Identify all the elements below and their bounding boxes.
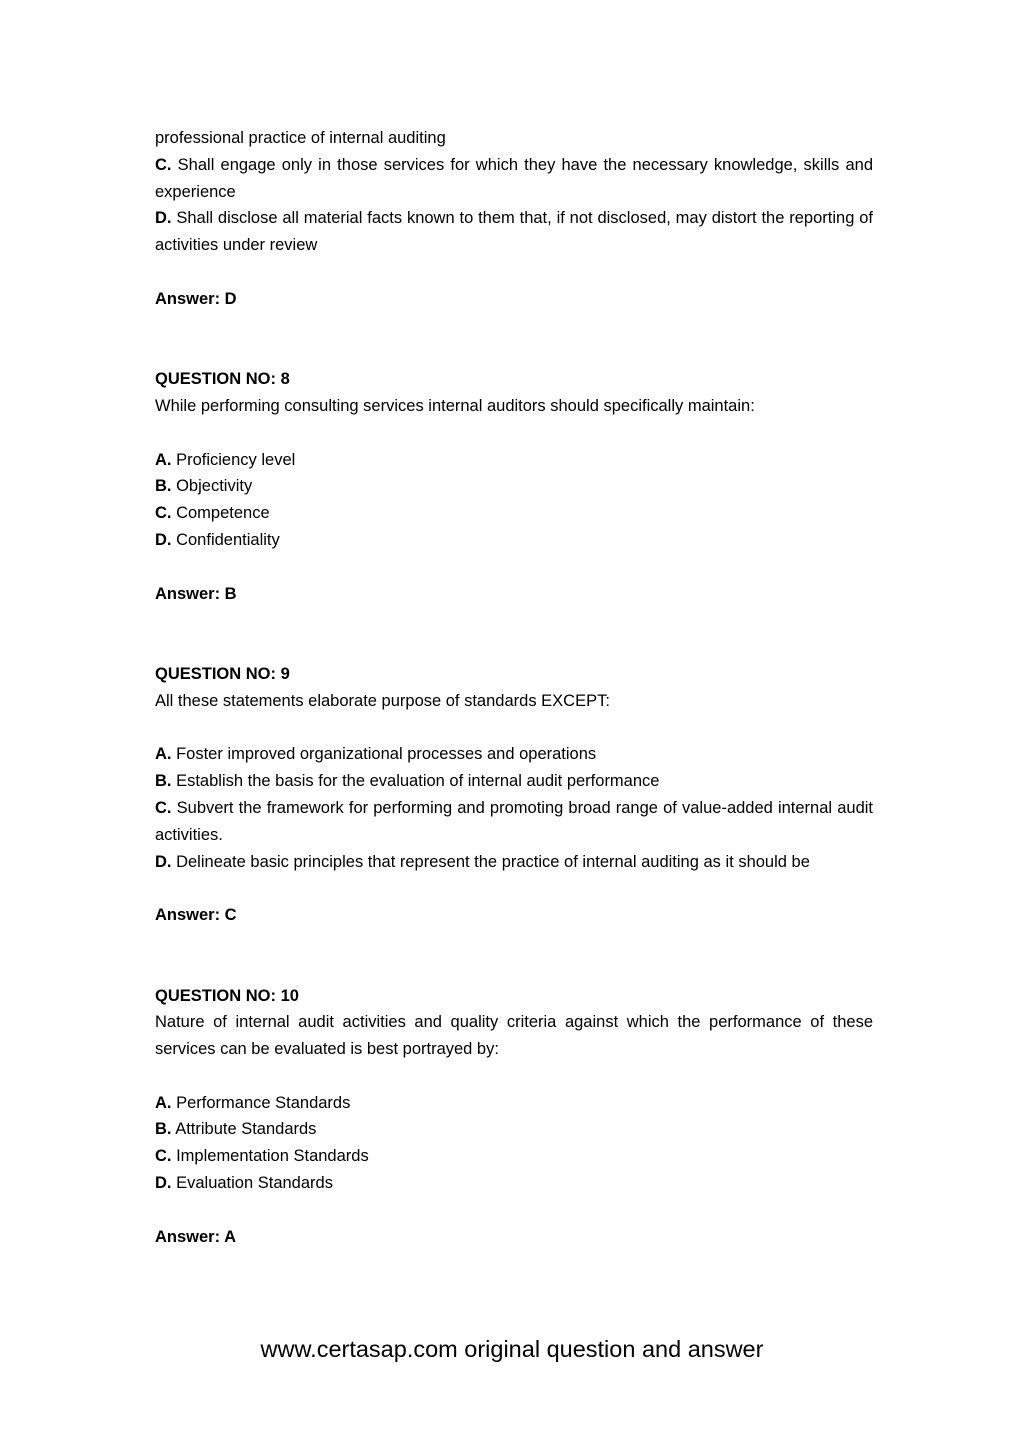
option-letter: A. xyxy=(155,450,172,469)
option-a xyxy=(155,1090,873,1117)
option-text: Proficiency level xyxy=(176,450,296,469)
option-letter: B. xyxy=(155,772,172,791)
option-text: Performance Standards xyxy=(176,1093,351,1112)
question-heading: QUESTION NO: 9 xyxy=(155,664,290,683)
page-content xyxy=(155,125,873,1250)
option-text: Establish the basis for the evaluation of internal audit performance xyxy=(176,772,660,791)
answer: Answer: D xyxy=(155,289,237,308)
answer: Answer: B xyxy=(155,584,237,603)
option-letter: B. xyxy=(155,1120,172,1139)
option-text: Subvert the framework for performing and promoting broad range of value-added internal audit activities. xyxy=(155,798,873,844)
option-b xyxy=(155,768,873,795)
option-c xyxy=(155,1143,873,1170)
option-letter: C. xyxy=(155,504,172,523)
option-letter: D. xyxy=(155,530,172,549)
question-text: While performing consulting services internal auditors should specifically maintain: xyxy=(155,396,755,415)
option-d xyxy=(155,1170,873,1197)
carryover-line: professional practice of internal auditing xyxy=(155,129,446,147)
option-b xyxy=(155,1116,873,1143)
question-heading: QUESTION NO: 10 xyxy=(155,986,299,1005)
question-text: Nature of internal audit activities and quality criteria against which the performance of these services can be evaluated is best portrayed by: xyxy=(155,1013,873,1059)
option-text: Competence xyxy=(176,504,270,523)
option-text: Attribute Standards xyxy=(175,1120,317,1139)
option-letter: A. xyxy=(155,745,172,764)
answer: Answer: A xyxy=(155,1227,236,1246)
option-letter: D. xyxy=(155,852,172,871)
option-d xyxy=(155,849,873,876)
option-text: Objectivity xyxy=(176,477,253,496)
option-text: Shall disclose all material facts known to them that, if not disclosed, may distort the reporting of activities under review xyxy=(155,209,873,255)
page-footer: www.certasap.com original question and answer xyxy=(260,1336,764,1362)
option-letter: C. xyxy=(155,155,172,174)
option-letter: A. xyxy=(155,1093,172,1112)
option-letter: D. xyxy=(155,1174,172,1193)
question-text: All these statements elaborate purpose of standards EXCEPT: xyxy=(155,691,610,710)
option-text: Confidentiality xyxy=(176,530,280,549)
answer: Answer: C xyxy=(155,906,237,925)
option-text: Implementation Standards xyxy=(176,1147,369,1166)
option-letter: B. xyxy=(155,477,172,496)
option-c xyxy=(155,500,873,527)
option-text: Evaluation Standards xyxy=(176,1174,333,1193)
option-c xyxy=(155,152,873,206)
option-letter: C. xyxy=(155,1147,172,1166)
question-heading: QUESTION NO: 8 xyxy=(155,370,290,389)
option-d xyxy=(155,205,873,259)
option-letter: D. xyxy=(155,209,172,228)
option-a xyxy=(155,741,873,768)
option-text: Delineate basic principles that represent the practice of internal auditing as it should be xyxy=(176,852,810,871)
option-text: Shall engage only in those services for which they have the necessary knowledge, skills and experience xyxy=(155,155,873,201)
option-c xyxy=(155,795,873,849)
option-a xyxy=(155,447,873,474)
option-b xyxy=(155,473,873,500)
option-d xyxy=(155,527,873,554)
option-text: Foster improved organizational processes and operations xyxy=(176,745,597,764)
option-letter: C. xyxy=(155,798,172,817)
